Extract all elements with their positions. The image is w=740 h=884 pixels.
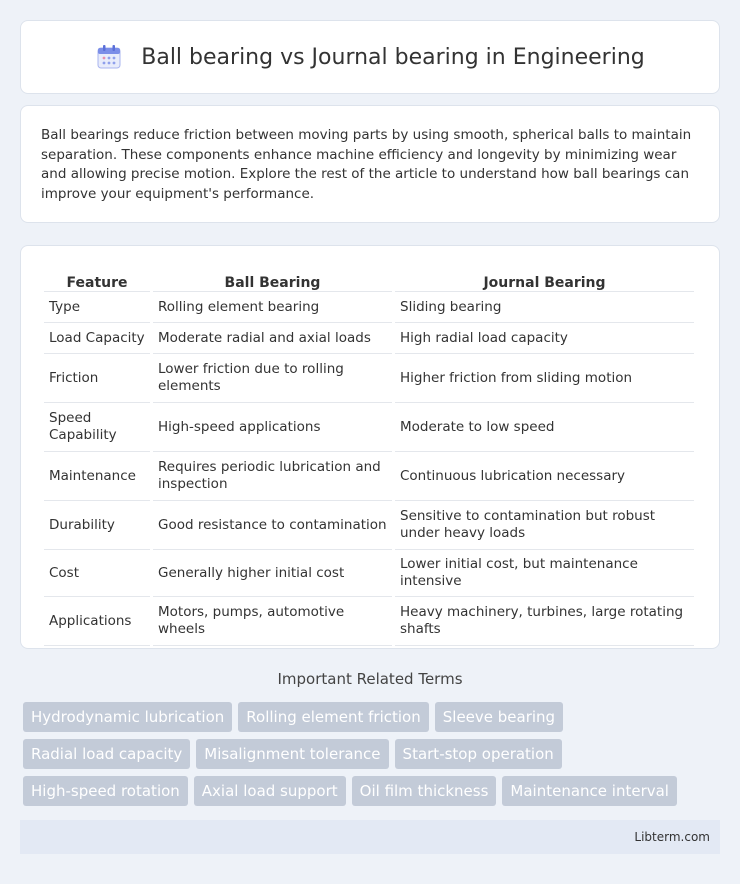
feature-cell: Durability: [44, 501, 150, 550]
table-header-row: [44, 266, 694, 292]
tag-axial-load-support[interactable]: Axial load support: [194, 776, 346, 806]
journal-bearing-cell: Heavy machinery, turbines, large rotating shafts: [395, 597, 694, 646]
tag-sleeve-bearing[interactable]: Sleeve bearing: [435, 702, 563, 732]
tag-start-stop-operation[interactable]: Start-stop operation: [395, 739, 562, 769]
table-row: [44, 292, 694, 323]
ball-bearing-cell: Good resistance to contamination: [153, 501, 392, 550]
header-feature: Feature: [44, 266, 150, 292]
comparison-table-card: [20, 245, 720, 649]
journal-bearing-cell: Lower initial cost, but maintenance intensive: [395, 550, 694, 597]
tag-misalignment-tolerance[interactable]: Misalignment tolerance: [196, 739, 388, 769]
footer: [20, 820, 720, 854]
table-row: [44, 597, 694, 646]
table-row: [44, 501, 694, 550]
feature-cell: Friction: [44, 354, 150, 403]
header-journal-bearing: Journal Bearing: [395, 266, 694, 292]
feature-cell: Load Capacity: [44, 323, 150, 354]
ball-bearing-cell: High-speed applications: [153, 403, 392, 452]
ball-bearing-cell: Lower friction due to rolling elements: [153, 354, 392, 403]
tag-maintenance-interval[interactable]: Maintenance interval: [502, 776, 677, 806]
ball-bearing-cell: Motors, pumps, automotive wheels: [153, 597, 392, 646]
tag-high-speed-rotation[interactable]: High-speed rotation: [23, 776, 188, 806]
footer-site-link[interactable]: Libterm.com: [634, 830, 710, 844]
journal-bearing-cell: Moderate to low speed: [395, 403, 694, 452]
table-row: [44, 550, 694, 597]
related-terms-title: Important Related Terms: [277, 670, 463, 688]
feature-cell: Speed Capability: [44, 403, 150, 452]
tag-rolling-element-friction[interactable]: Rolling element friction: [238, 702, 428, 732]
feature-cell: Applications: [44, 597, 150, 646]
intro-card: [20, 105, 720, 223]
page-title: Ball bearing vs Journal bearing in Engineering: [141, 44, 645, 70]
header-ball-bearing: Ball Bearing: [153, 266, 392, 292]
table-row: [44, 354, 694, 403]
ball-bearing-cell: Requires periodic lubrication and inspection: [153, 452, 392, 501]
feature-cell: Cost: [44, 550, 150, 597]
ball-bearing-cell: Moderate radial and axial loads: [153, 323, 392, 354]
comparison-table: [41, 266, 697, 646]
calendar-icon: [95, 43, 123, 71]
tag-hydrodynamic-lubrication[interactable]: Hydrodynamic lubrication: [23, 702, 232, 732]
related-terms-tags: [23, 702, 723, 806]
feature-cell: Type: [44, 292, 150, 323]
intro-paragraph: Ball bearings reduce friction between moving parts by using smooth, spherical balls to maintain separation. These components enhance machine efficiency and longevity by minimizing wear and allowing precise motion. Explore the rest of the article to understand how ball bearings can improve your equipment's performance.: [41, 127, 692, 202]
table-row: [44, 403, 694, 452]
header-inner: [95, 43, 644, 71]
tag-radial-load-capacity[interactable]: Radial load capacity: [23, 739, 190, 769]
tag-oil-film-thickness[interactable]: Oil film thickness: [352, 776, 497, 806]
feature-cell: Maintenance: [44, 452, 150, 501]
table-row: [44, 452, 694, 501]
ball-bearing-cell: Rolling element bearing: [153, 292, 392, 323]
table-row: [44, 323, 694, 354]
header-card: [20, 20, 720, 94]
journal-bearing-cell: Continuous lubrication necessary: [395, 452, 694, 501]
journal-bearing-cell: High radial load capacity: [395, 323, 694, 354]
journal-bearing-cell: Sensitive to contamination but robust under heavy loads: [395, 501, 694, 550]
ball-bearing-cell: Generally higher initial cost: [153, 550, 392, 597]
journal-bearing-cell: Higher friction from sliding motion: [395, 354, 694, 403]
journal-bearing-cell: Sliding bearing: [395, 292, 694, 323]
